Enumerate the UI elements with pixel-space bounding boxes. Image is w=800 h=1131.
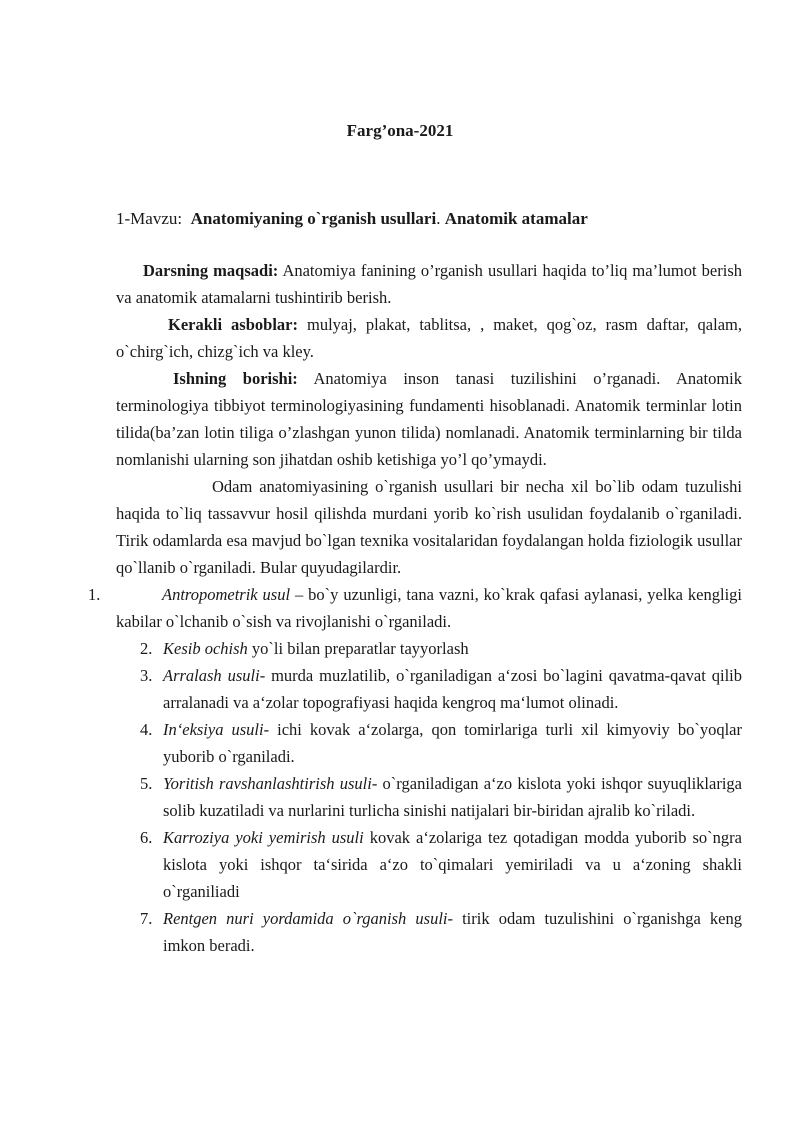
tools-paragraph: [116, 311, 742, 365]
method-item: [88, 581, 742, 635]
method-item: [116, 635, 742, 662]
method-text: yo`li bilan preparatlar tayyorlash: [247, 639, 469, 658]
tools-label: Kerakli asboblar:: [168, 315, 298, 334]
topic-prefix: 1-Mavzu:: [116, 209, 183, 228]
goal-text: Anatomiya fanining o’rganish usullari haqida to’liq ma’lumot berish va anatomik atamalarni tushintirib berish.: [116, 261, 742, 307]
procedure-label: Ishning borishi:: [173, 369, 298, 388]
method-name: Rentgen nuri yordamida o`rganish usuli: [163, 909, 448, 928]
method-item: [116, 662, 742, 716]
method-text: - tirik odam tuzulishini o`rganishga keng imkon beradi.: [163, 909, 742, 955]
method-text: - o`rganiladigan a‘zo kislota yoki ishqor suyuqliklariga solib kuzatiladi va nurlarini turlicha sinishi natijalari bir-biridan ajralib ko`riladi.: [163, 774, 742, 820]
method-name: Antropometrik usul: [162, 585, 291, 604]
intro-paragraph: Odam anatomiyasining o`rganish usullari bir necha xil bo`lib odam tuzulishi haqida to`liq tassavvur hosil qilishda murdani yorib ko`rish usulidan foydalanib o`rganiladi. Tirik odamlarda esa mavjud bo`lgan texnika vositalaridan foydalangan holda fiziologik usullar qo`llanib o`rganiladi. Bular quyudagilardir.: [116, 477, 742, 577]
topic-heading: [116, 208, 756, 230]
method-item: [116, 905, 742, 959]
topic-title-part1: Anatomiyaning o`rganish usullari: [190, 209, 437, 228]
method-text: kovak a‘zolariga tez qotadigan modda yuborib so`ngra kislota yoki ishqor ta‘sirida a‘zo to`qimalari yemiriladi va u a‘zoning shakli o`rganiliadi: [163, 828, 743, 901]
method-name: Kesib ochish: [163, 639, 248, 658]
goal-label: Darsning maqsadi:: [143, 261, 279, 280]
method-number: 1.: [88, 585, 101, 604]
procedure-paragraph: [116, 365, 742, 473]
method-number: 3.: [140, 666, 153, 685]
method-number: 7.: [140, 909, 153, 928]
method-name: Karroziya yoki yemirish usuli: [163, 828, 364, 847]
page-header: [0, 121, 800, 141]
method-item: [116, 716, 742, 770]
goal-paragraph: [116, 257, 742, 311]
method-number: 2.: [140, 639, 153, 658]
procedure-text: Anatomiya inson tanasi tuzilishini o’rganadi. Anatomik terminologiya tibbiyot terminologiyasining fundamenti hisoblanadi. Anatomik terminlar lotin tilida(ba’zan lotin tiliga o’zlashgan yunon tilida) nomlanadi. Anatomik terminlarning bir tilda nomlanishi ularning son jihatdan oshib ketishiga yo’l qo’ymaydi.: [116, 369, 743, 469]
method-text: - murda muzlatilib, o`rganiladigan a‘zosi bo`lagini qavatma-qavat qilib arralanadi va a‘zolar topografiyasi haqida kengroq ma‘lumot olinadi.: [163, 666, 742, 712]
method-number: 5.: [140, 774, 153, 793]
method-number: 4.: [140, 720, 153, 739]
document-body: [88, 257, 743, 959]
topic-separator: .: [436, 209, 441, 228]
tools-text: mulyaj, plakat, tablitsa, , maket, qog`oz, rasm daftar, qalam, o`chirg`ich, chizg`ich va kley.: [116, 315, 742, 361]
method-item: [116, 824, 742, 905]
method-item: [116, 770, 742, 824]
method-name: In‘eksiya usuli: [163, 720, 264, 739]
method-name: Arralash usuli: [163, 666, 260, 685]
topic-title-part2: Anatomik atamalar: [444, 209, 588, 228]
method-text: – bo`y uzunligi, tana vazni, ko`krak qafasi aylanasi, yelka kengligi kabilar o`lchanib o`sish va rivojlanishi o`rganiladi.: [116, 585, 742, 631]
method-text: - ichi kovak a‘zolarga, qon tomirlariga turli xil kimyoviy bo`yoqlar yuborib o`rganiladi.: [163, 720, 742, 766]
method-name: Yoritish ravshanlashtirish usuli: [163, 774, 372, 793]
city-year-title: Farg’ona-2021: [346, 121, 454, 140]
methods-list: [116, 635, 742, 959]
method-number: 6.: [140, 828, 153, 847]
